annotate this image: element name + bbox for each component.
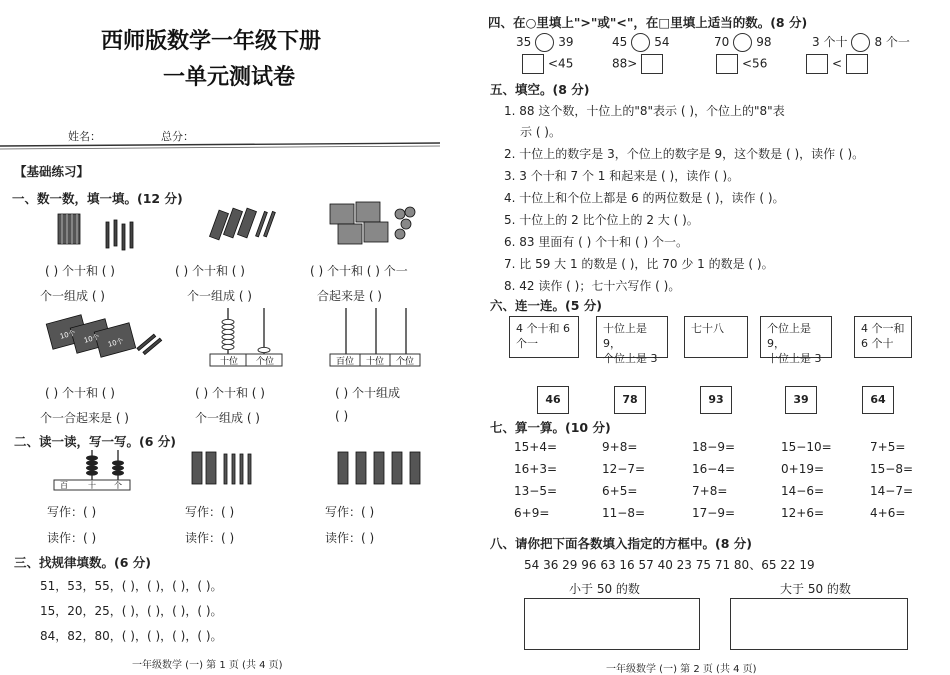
bundle-label: 10个 bbox=[83, 332, 101, 345]
s4-num-b: 54 bbox=[654, 35, 670, 49]
s1-q6-line2: ( ) bbox=[335, 409, 349, 423]
page-title: 西师版数学一年级下册 bbox=[101, 28, 322, 54]
card-line: 十位上是 3 bbox=[767, 352, 822, 365]
section-3-title: 三、找规律填数。(6 分) bbox=[14, 555, 151, 570]
s3-row-1: 51，53，55，( )，( )，( )，( )。 bbox=[40, 579, 223, 593]
s4-num-b: 39 bbox=[558, 35, 574, 49]
calc-problem: 14−7= bbox=[870, 484, 914, 498]
calc-problem: 16−4= bbox=[692, 462, 736, 476]
calc-problem: 9+8= bbox=[602, 440, 638, 454]
match-number-2[interactable]: 78 bbox=[614, 386, 646, 414]
s5-item-6: 6. 83 里面有 ( ) 个十和 ( ) 个一。 bbox=[504, 235, 688, 249]
s5-item-7: 7. 比 59 大 1 的数是 ( )，比 70 少 1 的数是 ( )。 bbox=[504, 257, 774, 271]
match-number-5[interactable]: 64 bbox=[862, 386, 894, 414]
s4-fill-text: 88> bbox=[612, 56, 638, 71]
s5-item-3: 3. 3 个十和 7 个 1 和起来是 ( )，读作 ( )。 bbox=[504, 169, 740, 183]
abacus-label-ones: 个位 bbox=[256, 357, 275, 367]
s4-fill-4 bbox=[802, 54, 872, 74]
answer-square[interactable] bbox=[522, 54, 544, 74]
calc-problem: 4+6= bbox=[870, 506, 906, 520]
abacus-beads-image bbox=[54, 448, 134, 492]
s4-fill-2 bbox=[612, 54, 667, 74]
section-7-title: 七、算一算。(10 分) bbox=[490, 420, 611, 435]
compare-circle[interactable] bbox=[631, 33, 650, 52]
s4-fill-text: <56 bbox=[742, 56, 768, 71]
calc-problem: 12−7= bbox=[602, 462, 646, 476]
compare-circle[interactable] bbox=[851, 33, 870, 52]
s5-item-8: 8. 42 读作 ( )；七十六写作 ( )。 bbox=[504, 279, 681, 293]
calc-problem: 14−6= bbox=[781, 484, 825, 498]
compare-circle[interactable] bbox=[733, 33, 752, 52]
answer-square[interactable] bbox=[716, 54, 738, 74]
s4-fill-text: <45 bbox=[548, 56, 574, 71]
s1-q2-line1: ( ) 个十和 ( ) bbox=[175, 264, 245, 278]
counting-blocks-image bbox=[330, 200, 430, 250]
card-line: 个位上是 3 bbox=[603, 352, 658, 365]
bundle-label: 10个 bbox=[107, 336, 125, 349]
card-line: 个位上是 9， bbox=[767, 322, 811, 350]
s4-compare-2 bbox=[612, 33, 670, 52]
abacus-two-rods bbox=[208, 306, 288, 366]
card-line: 4 个一和 bbox=[861, 322, 905, 335]
s8-greater-label: 大于 50 的数 bbox=[780, 582, 851, 596]
right-footer: 一年级数学 (一) 第 2 页 (共 4 页) bbox=[606, 664, 757, 675]
score-label: 总分： bbox=[161, 130, 194, 143]
s8-less-label: 小于 50 的数 bbox=[569, 582, 640, 596]
s1-q6-line1: ( ) 个十组成 bbox=[335, 386, 400, 400]
s1-q4-line2: 个一合起来是 ( ) bbox=[40, 411, 129, 425]
abacus-label-ones: 个 bbox=[114, 481, 122, 490]
less-than-50-box[interactable] bbox=[524, 598, 700, 650]
greater-than-50-box[interactable] bbox=[730, 598, 908, 650]
abacus-label-ones: 个位 bbox=[396, 357, 415, 367]
sticks-image-2 bbox=[338, 450, 428, 490]
basic-practice-header: 【基础练习】 bbox=[14, 164, 90, 179]
section-8-title: 八、请你把下面各数填入指定的方框中。(8 分) bbox=[490, 536, 752, 551]
compare-circle[interactable] bbox=[535, 33, 554, 52]
calc-problem: 17−9= bbox=[692, 506, 736, 520]
card-line: 七十八 bbox=[691, 322, 724, 335]
match-number-3[interactable]: 93 bbox=[700, 386, 732, 414]
s2-q3-write: 写作：( ) bbox=[325, 505, 375, 519]
calc-problem: 16+3= bbox=[514, 462, 558, 476]
s3-row-3: 84，82，80，( )，( )，( )，( )。 bbox=[40, 629, 223, 643]
s4-num-b: 98 bbox=[756, 35, 772, 49]
section-2-title: 二、读一读，写一写。(6 分) bbox=[14, 434, 176, 449]
s5-item-5: 5. 十位上的 2 比个位上的 2 大 ( )。 bbox=[504, 213, 699, 227]
bundle-label: 10个 bbox=[59, 328, 77, 341]
s4-num-a: 3 个十 bbox=[812, 35, 848, 49]
s5-item-1: 1. 88 这个数，十位上的"8"表示 ( )，个位上的"8"表 bbox=[504, 104, 785, 118]
match-number-1[interactable]: 46 bbox=[537, 386, 569, 414]
counting-bundles-image-1 bbox=[58, 210, 148, 250]
s1-q1-line1: ( ) 个十和 ( ) bbox=[45, 264, 115, 278]
s3-row-2: 15，20，25，( )，( )，( )，( )。 bbox=[40, 604, 223, 618]
match-card-5[interactable] bbox=[854, 316, 912, 358]
counting-bundles-image-2 bbox=[210, 205, 280, 245]
s1-q4-line1: ( ) 个十和 ( ) bbox=[45, 386, 115, 400]
s2-q1-read: 读作：( ) bbox=[47, 531, 97, 545]
header-rule bbox=[0, 140, 445, 152]
match-card-3[interactable] bbox=[684, 316, 748, 358]
calc-problem: 12+6= bbox=[781, 506, 825, 520]
card-line: 十位上是 9， bbox=[603, 322, 647, 350]
card-line: 4 个十和 6 bbox=[516, 322, 570, 335]
sticks-image-1 bbox=[192, 450, 262, 490]
s5-item-2: 2. 十位上的数字是 3，个位上的数字是 9，这个数是 ( )，读作 ( )。 bbox=[504, 147, 865, 161]
s5-item-4: 4. 十位上和个位上都是 6 的两位数是 ( )，读作 ( )。 bbox=[504, 191, 785, 205]
section-1-title: 一、数一数，填一填。(12 分) bbox=[12, 191, 183, 206]
card-line: 个一 bbox=[516, 337, 538, 350]
s4-num-a: 35 bbox=[516, 35, 532, 49]
calc-problem: 6+9= bbox=[514, 506, 550, 520]
ten-bundles-image bbox=[45, 313, 175, 363]
name-label: 姓名： bbox=[68, 130, 101, 143]
s2-q3-read: 读作：( ) bbox=[325, 531, 375, 545]
match-card-2[interactable] bbox=[596, 316, 668, 365]
calc-problem: 15+4= bbox=[514, 440, 558, 454]
calc-problem: 7+5= bbox=[870, 440, 906, 454]
s4-num-b: 8 个一 bbox=[874, 35, 910, 49]
calc-problem: 11−8= bbox=[602, 506, 646, 520]
match-card-1[interactable] bbox=[509, 316, 579, 358]
s4-compare-1 bbox=[516, 33, 574, 52]
calc-problem: 0+19= bbox=[781, 462, 825, 476]
section-6-title: 六、连一连。(5 分) bbox=[490, 298, 602, 313]
s4-num-a: 70 bbox=[714, 35, 730, 49]
calc-problem: 6+5= bbox=[602, 484, 638, 498]
abacus-label-hundreds: 百位 bbox=[336, 357, 355, 367]
calc-problem: 15−10= bbox=[781, 440, 832, 454]
match-number-4[interactable]: 39 bbox=[785, 386, 817, 414]
calc-problem: 13−5= bbox=[514, 484, 558, 498]
abacus-label-tens: 十位 bbox=[366, 357, 385, 367]
answer-square[interactable] bbox=[806, 54, 828, 74]
section-5-title: 五、填空。(8 分) bbox=[490, 82, 590, 97]
abacus-three-rods bbox=[328, 306, 428, 366]
s5-item-1-cont: 示 ( )。 bbox=[520, 125, 561, 139]
match-card-4[interactable] bbox=[760, 316, 832, 365]
s2-q2-read: 读作：( ) bbox=[185, 531, 235, 545]
s8-number-list: 54 36 29 96 63 16 57 40 23 75 71 80、65 22 19 bbox=[524, 558, 815, 572]
s4-compare-3 bbox=[714, 33, 772, 52]
abacus-label-hundreds: 百 bbox=[60, 481, 68, 490]
s1-q3-line1: ( ) 个十和 ( ) 个一 bbox=[310, 264, 408, 278]
s4-fill-3 bbox=[712, 54, 767, 74]
s4-compare-4 bbox=[812, 33, 910, 52]
left-footer: 一年级数学 (一) 第 1 页 (共 4 页) bbox=[132, 660, 283, 671]
s1-q5-line1: ( ) 个十和 ( ) bbox=[195, 386, 265, 400]
section-4-title: 四、在○里填上">"或"<"，在□里填上适当的数。(8 分) bbox=[488, 15, 808, 30]
s1-q2-line2: 个一组成 ( ) bbox=[187, 289, 252, 303]
calc-problem: 7+8= bbox=[692, 484, 728, 498]
s4-fill-text: < bbox=[832, 56, 843, 71]
page-subtitle: 一单元测试卷 bbox=[163, 64, 296, 90]
calc-problem: 15−8= bbox=[870, 462, 914, 476]
s2-q2-write: 写作：( ) bbox=[185, 505, 235, 519]
s4-num-a: 45 bbox=[612, 35, 628, 49]
card-line: 6 个十 bbox=[861, 337, 894, 350]
s1-q5-line2: 个一组成 ( ) bbox=[195, 411, 260, 425]
answer-square[interactable] bbox=[641, 54, 663, 74]
answer-square[interactable] bbox=[846, 54, 868, 74]
s1-q3-line2: 合起来是 ( ) bbox=[317, 289, 382, 303]
s4-fill-1 bbox=[518, 54, 573, 74]
s2-q1-write: 写作：( ) bbox=[47, 505, 97, 519]
calc-problem: 18−9= bbox=[692, 440, 736, 454]
s1-q1-line2: 个一组成 ( ) bbox=[40, 289, 105, 303]
abacus-label-tens: 十位 bbox=[220, 357, 239, 367]
abacus-label-tens: 十 bbox=[88, 481, 96, 490]
